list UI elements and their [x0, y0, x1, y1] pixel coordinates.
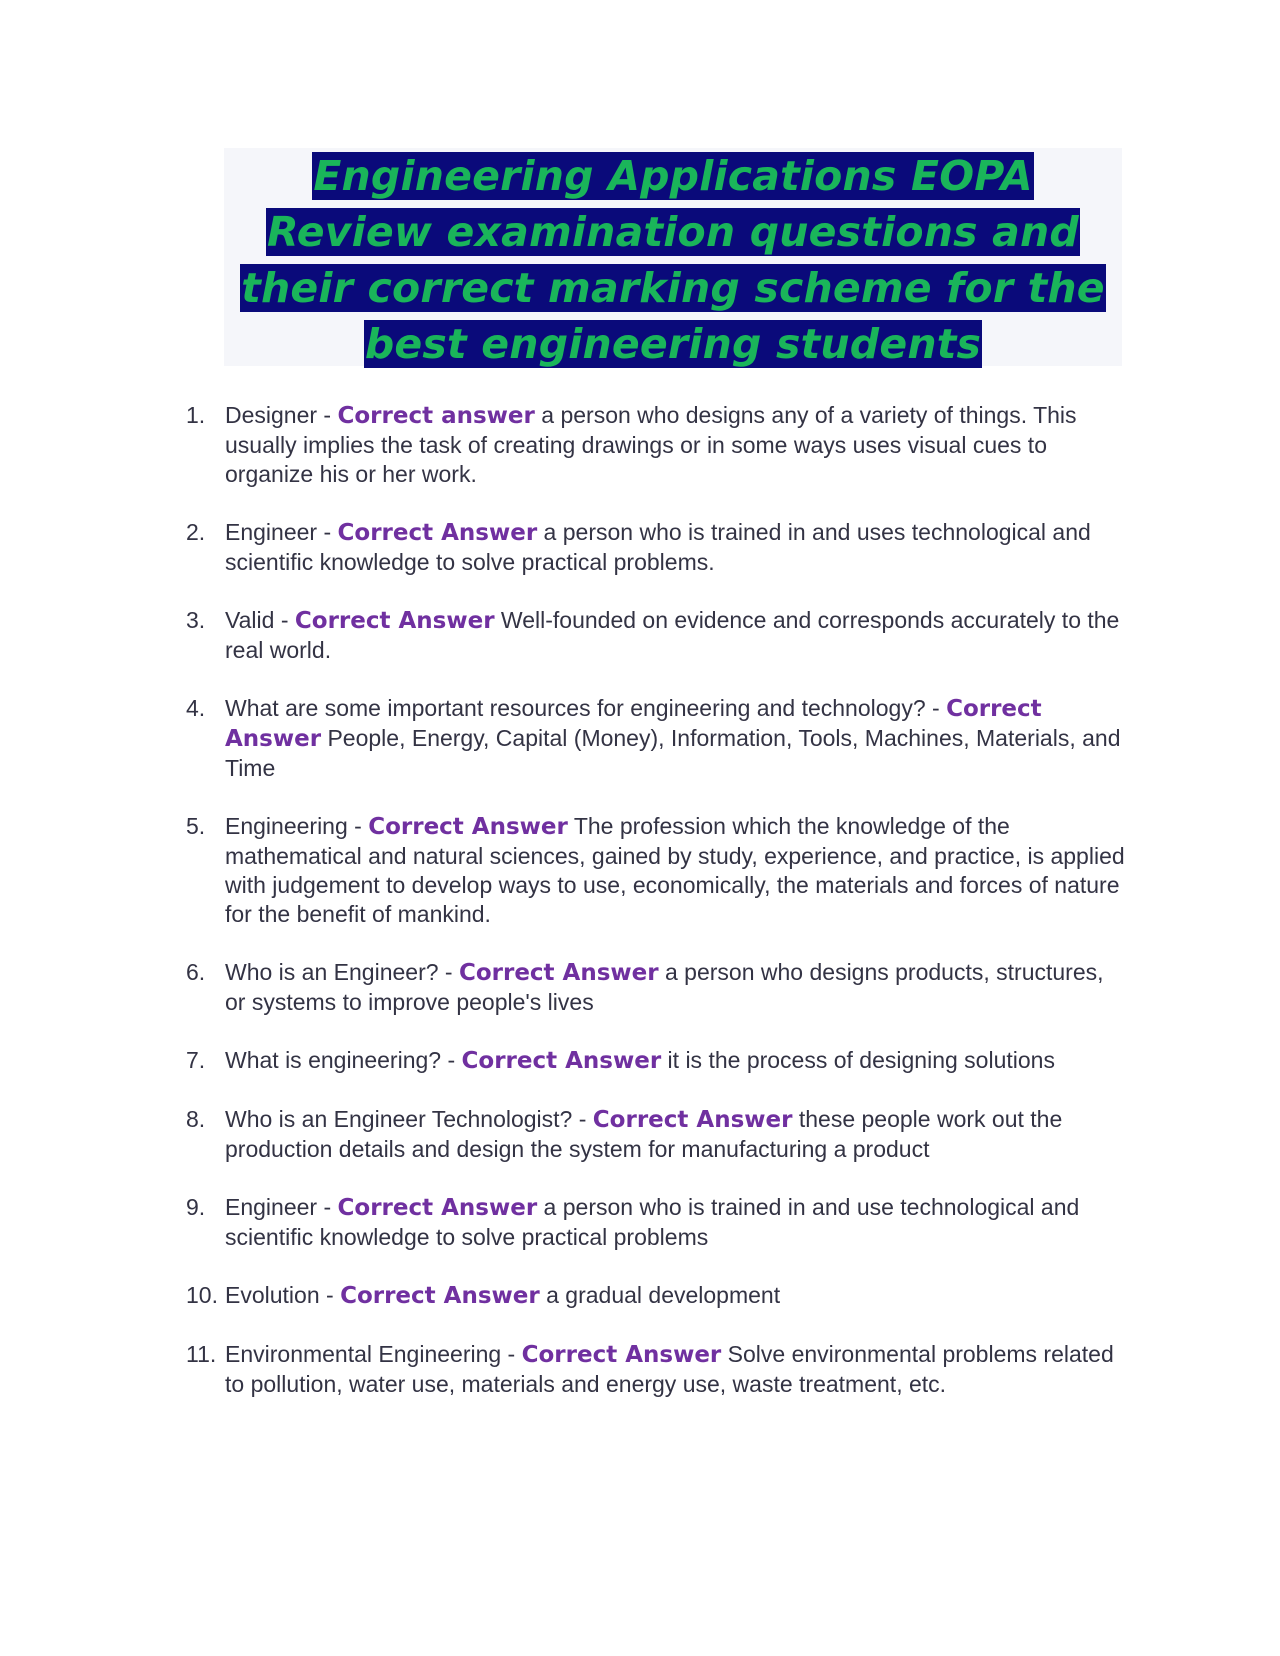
correct-answer-label: Correct Answer	[337, 1195, 538, 1221]
document-title-text: Engineering Applications EOPA Review examination questions and their correct marking scheme for the best engineering students	[241, 152, 1105, 368]
list-item	[186, 1340, 1126, 1399]
item-answer: People, Energy, Capital (Money), Information, Tools, Machines, Materials, and Time	[225, 725, 1121, 781]
item-prompt: Who is an Engineer Technologist? -	[225, 1106, 593, 1132]
item-answer: Solve environmental problems related to pollution, water use, materials and energy use, waste treatment, etc.	[225, 1341, 1114, 1397]
correct-answer-label: Correct Answer	[461, 1048, 662, 1074]
list-item	[186, 401, 1126, 489]
list-item	[186, 1046, 1126, 1076]
correct-answer-label: Correct Answer	[458, 960, 659, 986]
item-answer: it is the process of designing solutions	[661, 1047, 1055, 1073]
item-number: 10.	[186, 1282, 218, 1308]
list-item	[186, 1193, 1126, 1252]
document-title	[224, 148, 1122, 372]
item-answer: these people work out the production details and design the system for manufacturing a product	[225, 1106, 1063, 1162]
correct-answer-label: Correct Answer	[368, 814, 568, 840]
item-number: 4.	[186, 695, 206, 721]
correct-answer-label: Correct Answer	[337, 520, 538, 546]
correct-answer-label: Correct Answer	[225, 696, 1042, 752]
item-answer: Well-founded on evidence and corresponds accurately to the real world.	[225, 607, 1120, 663]
item-number: 11.	[186, 1341, 217, 1367]
list-item	[186, 606, 1126, 665]
item-number: 5.	[186, 813, 206, 839]
item-number: 9.	[186, 1194, 206, 1220]
item-answer: a person who designs any of a variety of things. This usually implies the task of creating drawings or in some ways uses visual cues to organize his or her work.	[225, 402, 1077, 487]
item-prompt: Designer -	[225, 402, 338, 428]
item-answer: a gradual development	[539, 1282, 781, 1308]
list-item	[186, 1105, 1126, 1164]
list-item	[186, 812, 1126, 929]
item-answer: a person who designs products, structures, or systems to improve people's lives	[225, 959, 1104, 1015]
list-item	[186, 1281, 1126, 1311]
item-prompt: Engineer -	[225, 519, 338, 545]
list-item	[186, 958, 1126, 1017]
item-prompt: Engineer -	[225, 1194, 338, 1220]
item-prompt: What is engineering? -	[225, 1047, 462, 1073]
item-answer: a person who is trained in and use technological and scientific knowledge to solve practical problems	[225, 1194, 1080, 1250]
item-prompt: Evolution -	[225, 1282, 341, 1308]
item-prompt: Who is an Engineer? -	[225, 959, 459, 985]
item-number: 2.	[186, 519, 206, 545]
item-prompt: Environmental Engineering -	[225, 1341, 522, 1367]
title-box	[224, 148, 1122, 366]
item-number: 1.	[186, 402, 206, 428]
item-answer: a person who is trained in and uses technological and scientific knowledge to solve practical problems.	[225, 519, 1091, 575]
correct-answer-label: Correct Answer	[592, 1107, 793, 1133]
list-item	[186, 694, 1126, 783]
correct-answer-label: Correct answer	[337, 403, 535, 429]
item-prompt: What are some important resources for engineering and technology? -	[225, 695, 947, 721]
correct-answer-label: Correct Answer	[294, 608, 495, 634]
question-list	[186, 401, 1126, 1428]
item-number: 7.	[186, 1047, 206, 1073]
correct-answer-label: Correct Answer	[340, 1283, 540, 1309]
item-number: 3.	[186, 607, 206, 633]
correct-answer-label: Correct Answer	[521, 1342, 722, 1368]
list-item	[186, 518, 1126, 577]
item-number: 8.	[186, 1106, 206, 1132]
item-prompt: Engineering -	[225, 813, 369, 839]
item-answer: The profession which the knowledge of the mathematical and natural sciences, gained by study, experience, and practice, is applied with judgement to develop ways to use, economically, the materials and forces of nature for the benefit of mankind.	[225, 813, 1125, 927]
item-number: 6.	[186, 959, 206, 985]
item-prompt: Valid -	[225, 607, 295, 633]
